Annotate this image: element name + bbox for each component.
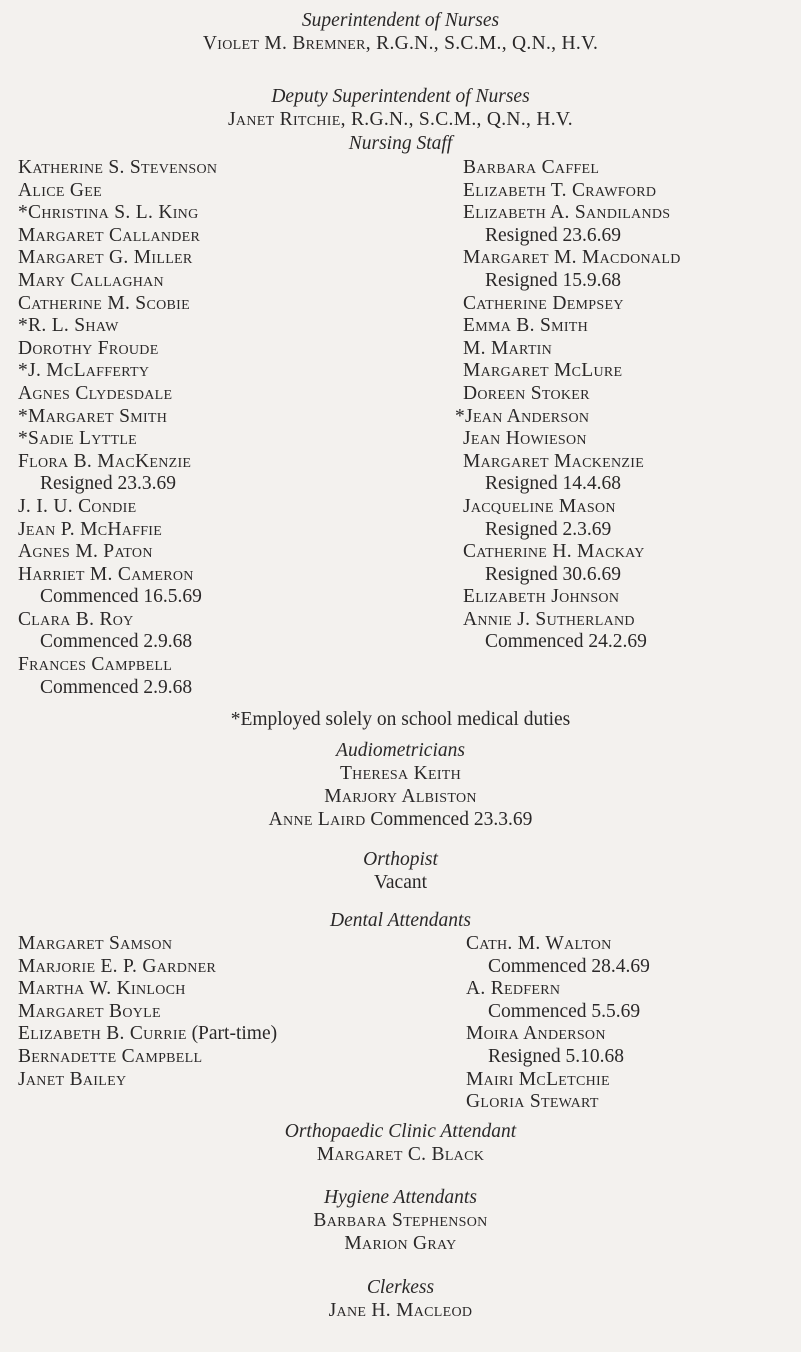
list-item-note: Commenced 2.9.68: [40, 631, 193, 653]
list-item: Margaret Samson: [18, 933, 173, 954]
dental-part-time-note: (Part-time): [191, 1023, 278, 1045]
list-item: Catherine Dempsey: [463, 292, 624, 314]
dental-title: Dental Attendants: [329, 910, 471, 931]
list-item-note: Resigned 23.6.69: [485, 224, 621, 246]
list-item: Agnes M. Paton: [18, 541, 153, 563]
dental-left-column: [18, 933, 277, 1091]
nursing-staff-left-column: [18, 157, 217, 699]
list-item: *Margaret Smith: [18, 405, 168, 427]
audiometricians-title: Audiometricians: [336, 740, 465, 761]
list-item: Alice Gee: [18, 179, 102, 201]
list-item: Jean P. McHaffie: [18, 518, 163, 540]
list-item: Elizabeth T. Crawford: [463, 179, 657, 201]
list-item: Catherine M. Scobie: [18, 292, 190, 314]
list-item: M. Martin: [463, 337, 553, 359]
list-item: Martha W. Kinloch: [18, 978, 186, 1000]
list-item-note: Commenced 28.4.69: [488, 955, 650, 977]
nursing-staff-title: Nursing Staff: [348, 133, 453, 154]
list-item: Margaret Mackenzie: [463, 450, 645, 472]
list-item: Flora B. MacKenzie: [18, 450, 192, 472]
list-item: *J. McLafferty: [18, 360, 150, 382]
orthopist-title: Orthopist: [363, 849, 438, 870]
list-item: Emma B. Smith: [463, 315, 589, 337]
list-item-note: Resigned 2.3.69: [485, 518, 612, 540]
list-item: *Sadie Lyttle: [18, 428, 138, 450]
clerkess-name: Jane H. Macleod: [328, 1300, 473, 1321]
clerkess-title: Clerkess: [366, 1277, 435, 1298]
audiometrician-note: Commenced 23.3.69: [370, 809, 533, 830]
hygiene-name: Barbara Stephenson: [313, 1210, 488, 1231]
list-item: Clara B. Roy: [18, 608, 134, 630]
list-item-note: Resigned 23.3.69: [40, 473, 176, 495]
list-item: Janet Bailey: [18, 1068, 127, 1090]
list-item: Margaret Callander: [18, 224, 201, 246]
list-item: Bernadette Campbell: [18, 1045, 203, 1067]
list-item: Jacqueline Mason: [463, 495, 616, 517]
dental-name: Elizabeth B. Currie: [18, 1023, 187, 1045]
list-item: Margaret Boyle: [18, 1000, 161, 1022]
list-item: Annie J. Sutherland: [463, 608, 635, 630]
list-item: A. Redfern: [466, 978, 561, 1000]
list-item-note: Resigned 5.10.68: [488, 1045, 624, 1067]
audiometrician-name: Marjory Albiston: [324, 786, 477, 807]
orthopist-value: Vacant: [373, 872, 428, 893]
list-item: Marjorie E. P. Gardner: [18, 955, 217, 977]
list-item: *Christina S. L. King: [18, 202, 199, 224]
list-item-note: Commenced 24.2.69: [485, 631, 647, 653]
audiometrician-name: Theresa Keith: [339, 763, 462, 784]
list-item: [18, 1023, 277, 1046]
list-item: *Jean Anderson: [455, 405, 590, 427]
list-item: Agnes Clydesdale: [18, 382, 173, 404]
list-item: Elizabeth Johnson: [463, 586, 620, 608]
list-item: Margaret G. Miller: [18, 247, 193, 269]
list-item: Jean Howieson: [463, 428, 587, 450]
list-item: *R. L. Shaw: [18, 315, 119, 337]
list-item-note: Commenced 5.5.69: [488, 1000, 641, 1022]
audiometrician-name: Anne Laird: [268, 809, 366, 830]
list-item: Barbara Caffel: [463, 157, 600, 178]
orthopaedic-name: Margaret C. Black: [316, 1144, 485, 1165]
list-item-note: Resigned 30.6.69: [485, 563, 621, 585]
list-item: Frances Campbell: [18, 654, 173, 676]
deputy-name: Janet Ritchie, R.G.N., S.C.M., Q.N., H.V.: [228, 109, 573, 130]
list-item-note: Resigned 15.9.68: [485, 269, 621, 291]
list-item-note: Resigned 14.4.68: [485, 473, 621, 495]
list-item-note: Commenced 2.9.68: [40, 676, 193, 698]
list-item-note: Commenced 16.5.69: [40, 586, 202, 608]
list-item: Doreen Stoker: [463, 382, 590, 404]
dental-right-column: [466, 933, 650, 1114]
hygiene-name: Marion Gray: [344, 1233, 457, 1254]
list-item: Elizabeth A. Sandilands: [463, 202, 671, 224]
audiometrician-row: [0, 809, 801, 832]
superintendent-name: Violet M. Bremner, R.G.N., S.C.M., Q.N., H.V.: [202, 33, 599, 54]
list-item: Catherine H. Mackay: [463, 541, 645, 563]
orthopaedic-title: Orthopaedic Clinic Attendant: [284, 1121, 517, 1142]
deputy-title: Deputy Superintendent of Nurses: [271, 86, 530, 107]
list-item: Mairi McLetchie: [466, 1068, 610, 1090]
hygiene-title: Hygiene Attendants: [324, 1187, 477, 1208]
list-item: Gloria Stewart: [466, 1091, 599, 1113]
list-item: Mary Callaghan: [18, 269, 164, 291]
list-item: Margaret McLure: [463, 360, 623, 382]
list-item: J. I. U. Condie: [18, 495, 137, 517]
superintendent-title: Superintendent of Nurses: [301, 10, 500, 31]
list-item: Katherine S. Stevenson: [18, 157, 218, 178]
list-item: Moira Anderson: [466, 1023, 606, 1045]
list-item: Margaret M. Macdonald: [463, 247, 681, 269]
footnote: *Employed solely on school medical duties: [230, 709, 571, 730]
list-item: Cath. M. Walton: [466, 933, 612, 954]
nursing-staff-right-column: [455, 157, 681, 654]
list-item: Dorothy Froude: [18, 337, 159, 359]
list-item: Harriet M. Cameron: [18, 563, 194, 585]
